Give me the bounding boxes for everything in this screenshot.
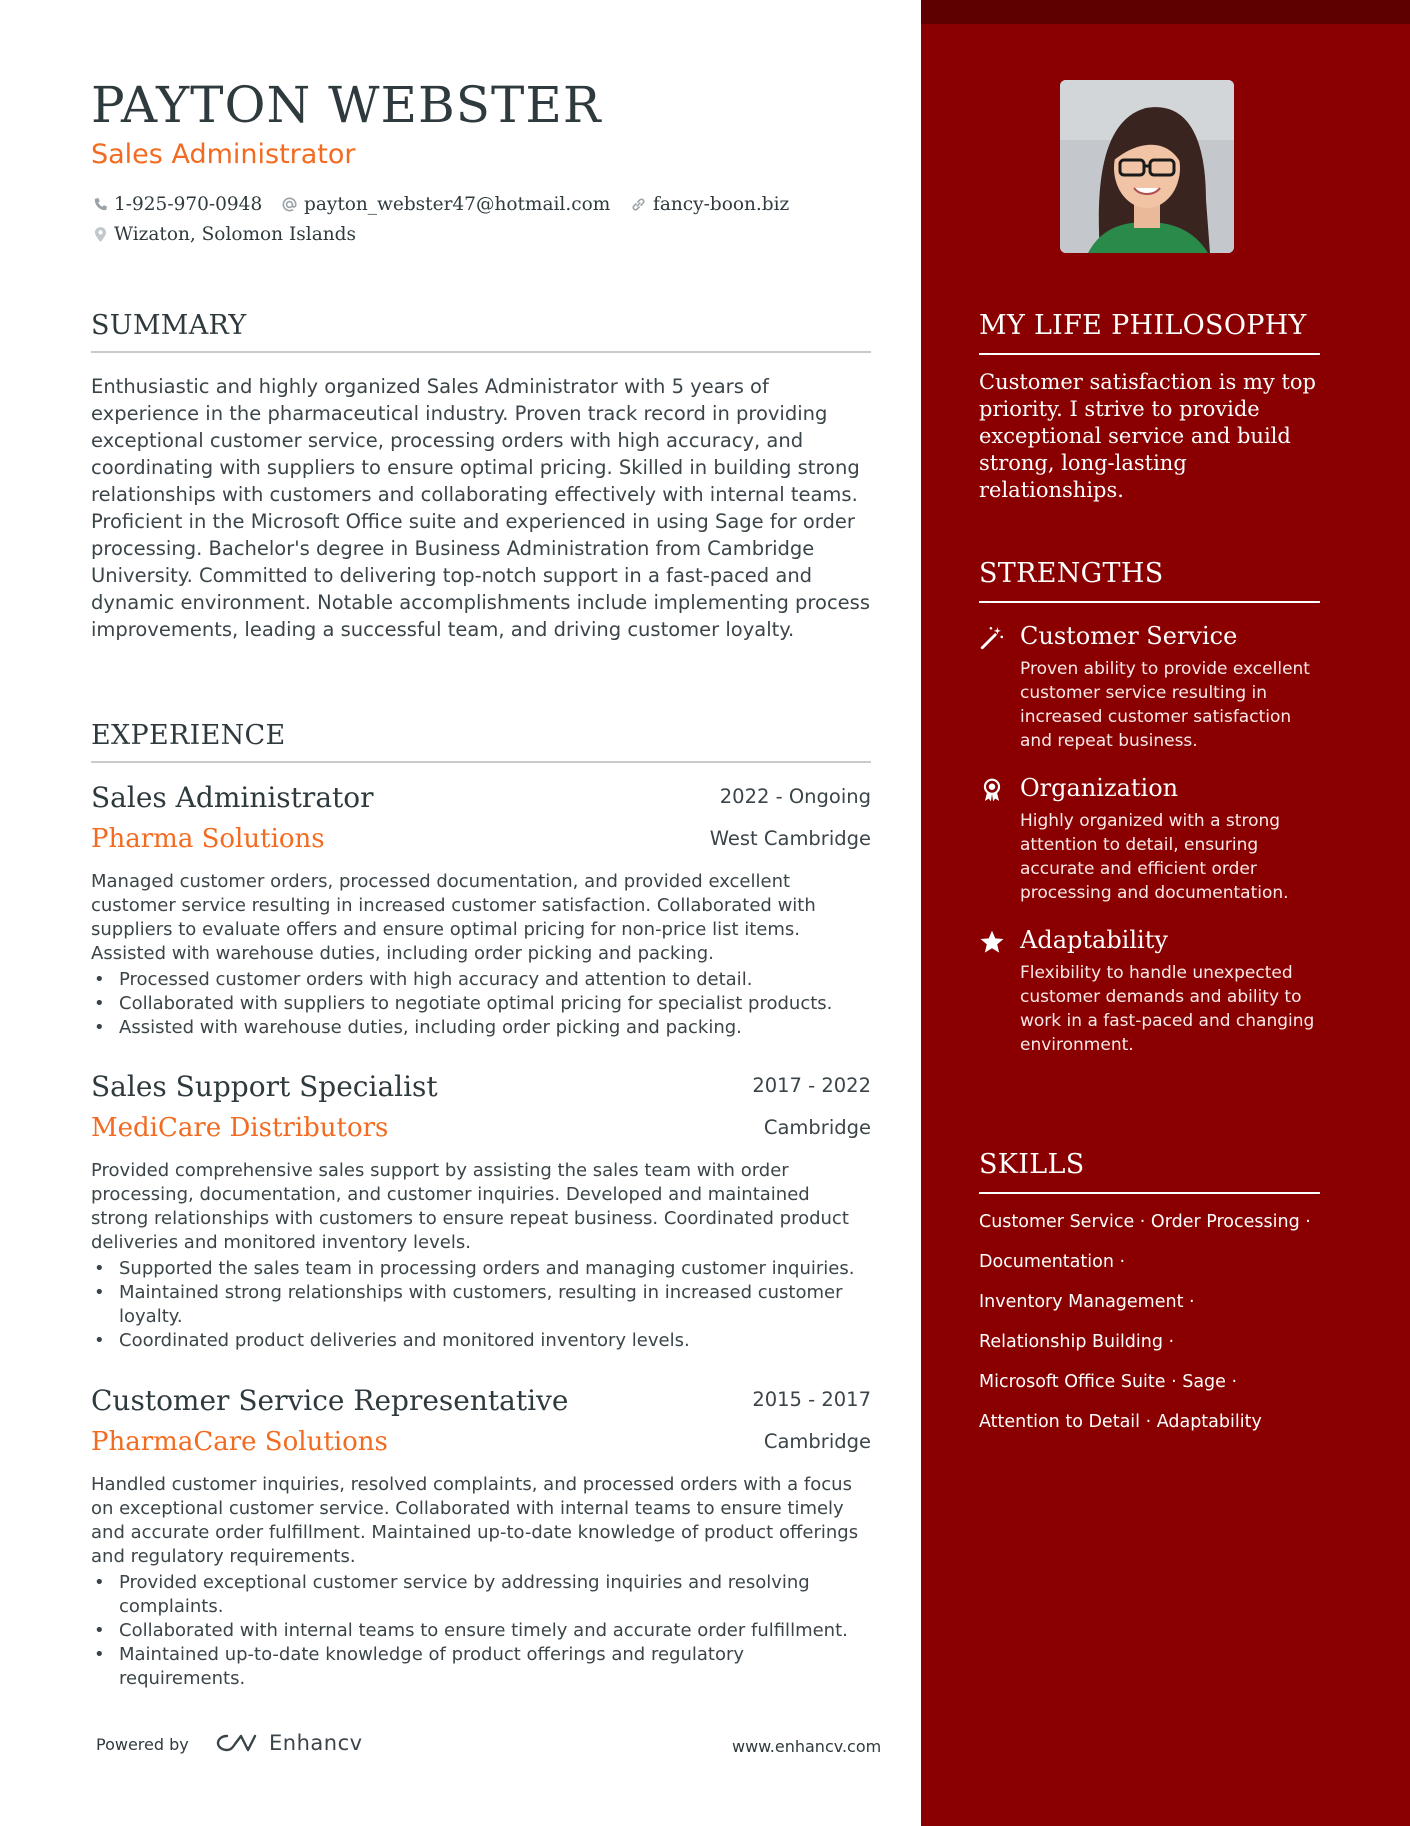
skills-section xyxy=(979,1149,1359,1434)
candidate-name: PAYTON WEBSTER xyxy=(91,76,602,134)
job-entry xyxy=(91,1384,871,1691)
strengths-section xyxy=(979,558,1320,1057)
job-location: Cambridge xyxy=(763,1430,871,1453)
job-location: West Cambridge xyxy=(709,827,871,850)
strength-item xyxy=(979,621,1320,753)
strength-title: Adaptability xyxy=(1020,926,1168,954)
contact-phone xyxy=(93,194,262,215)
job-description: Provided comprehensive sales support by assisting the sales team with order processing, documentation, and customer inquiries. Developed and maintained strong relationships with customers to ensure repeat business. Coordinated product deliveries and monitored inventory levels. xyxy=(91,1160,849,1253)
website-text: fancy-boon.biz xyxy=(653,194,790,215)
experience-heading: EXPERIENCE xyxy=(91,720,871,763)
sidebar-top-band xyxy=(921,0,1410,24)
skills-heading: SKILLS xyxy=(979,1149,1320,1194)
location-text: Wizaton, Solomon Islands xyxy=(114,224,356,245)
job-bullets xyxy=(91,1257,871,1353)
job-role: Sales Administrator xyxy=(91,781,374,814)
star-icon xyxy=(979,929,1005,955)
strength-description: Highly organized with a strong attention to detail, ensuring accurate and efficient order processing and documentation. xyxy=(1020,811,1289,903)
job-bullet: • Coordinated product deliveries and monitored inventory levels. xyxy=(91,1329,871,1353)
strength-item xyxy=(979,773,1320,905)
philosophy-section xyxy=(979,310,1320,504)
skill-line: Attention to Detail · Adaptability xyxy=(979,1412,1262,1432)
email-text: payton_webster47@hotmail.com xyxy=(304,194,611,215)
contact-website[interactable] xyxy=(630,194,789,215)
profile-photo xyxy=(1060,80,1234,253)
enhancv-logo[interactable] xyxy=(215,1731,363,1755)
summary-heading: SUMMARY xyxy=(91,310,871,353)
skill-line: Inventory Management · xyxy=(979,1292,1195,1312)
candidate-title: Sales Administrator xyxy=(91,139,356,170)
skill-line: Microsoft Office Suite · Sage · xyxy=(979,1372,1238,1392)
job-bullet: • Assisted with warehouse duties, including order picking and packing. xyxy=(91,1016,871,1040)
job-company: PharmaCare Solutions xyxy=(91,1427,388,1457)
job-role: Customer Service Representative xyxy=(91,1384,569,1417)
award-ribbon-icon xyxy=(979,777,1005,803)
contact-email[interactable] xyxy=(281,194,610,215)
magic-wand-icon xyxy=(979,625,1005,651)
footer-url[interactable]: www.enhancv.com xyxy=(732,1737,882,1756)
skill-line: Documentation · xyxy=(979,1252,1126,1272)
strength-title: Organization xyxy=(1020,774,1179,802)
job-description: Managed customer orders, processed documentation, and provided excellent customer service resulting in increased customer satisfaction. Collaborated with suppliers to evaluate offers and ensure optimal pricing for non-price list items. Assisted with warehouse duties, including order picking and packing. xyxy=(91,871,816,964)
job-role: Sales Support Specialist xyxy=(91,1070,438,1103)
job-entry xyxy=(91,781,871,1040)
job-bullets xyxy=(91,968,871,1040)
skill-line: Customer Service · Order Processing · xyxy=(979,1212,1311,1232)
job-bullet: • Supported the sales team in processing orders and managing customer inquiries. xyxy=(91,1257,871,1281)
job-bullet: • Maintained up-to-date knowledge of product offerings and regulatory requirements. xyxy=(91,1643,871,1691)
job-bullets xyxy=(91,1571,871,1691)
strength-description: Flexibility to handle unexpected customer demands and ability to work in a fast-paced and changing environment. xyxy=(1020,963,1315,1055)
strengths-heading: STRENGTHS xyxy=(979,558,1320,603)
job-company: Pharma Solutions xyxy=(91,824,325,854)
enhancv-mark-icon xyxy=(215,1732,261,1754)
philosophy-heading: MY LIFE PHILOSOPHY xyxy=(979,310,1320,355)
phone-icon xyxy=(93,197,108,212)
job-location: Cambridge xyxy=(763,1116,871,1139)
skill-line: Relationship Building · xyxy=(979,1332,1175,1352)
job-description: Handled customer inquiries, resolved complaints, and processed orders with a focus on exceptional customer service. Collaborated with internal teams to ensure timely and accurate order fulfillment. Maintained up-to-date knowledge of product offerings and regulatory requirements. xyxy=(91,1474,859,1567)
philosophy-text: Customer satisfaction is my top priority. I strive to provide exceptional service and build strong, long-lasting relationships. xyxy=(979,370,1316,502)
phone-text: 1-925-970-0948 xyxy=(114,194,263,215)
job-entry xyxy=(91,1070,871,1353)
at-icon xyxy=(281,196,298,213)
strength-item xyxy=(979,925,1320,1057)
job-dates: 2017 - 2022 xyxy=(752,1074,871,1097)
sidebar xyxy=(921,0,1410,1826)
strength-description: Proven ability to provide excellent customer service resulting in increased customer satisfaction and repeat business. xyxy=(1020,659,1310,751)
contact-location xyxy=(93,224,356,245)
job-dates: 2022 - Ongoing xyxy=(719,785,871,808)
link-icon xyxy=(630,196,647,213)
summary-text: Enthusiastic and highly organized Sales Administrator with 5 years of experience in the pharmaceutical industry. Proven track record in providing exceptional customer service, processing orders with high accuracy, and coordinating with suppliers to ensure optimal pricing. Skilled in building strong relationships with customers and collaborating effectively with internal teams. Proficient in the Microsoft Office suite and experienced in using Sage for order processing. Bachelor's degree in Business Administration from Cambridge University. Committed to delivering top-notch support in a fast-paced and dynamic environment. Notable accomplishments include implementing process improvements, leading a successful team, and driving customer loyalty. xyxy=(91,375,870,641)
job-bullet: • Collaborated with internal teams to ensure timely and accurate order fulfillment. xyxy=(91,1619,871,1643)
job-dates: 2015 - 2017 xyxy=(752,1388,871,1411)
powered-by-label: Powered by xyxy=(96,1735,189,1754)
job-company: MediCare Distributors xyxy=(91,1113,389,1143)
job-bullet: • Provided exceptional customer service by addressing inquiries and resolving complaints. xyxy=(91,1571,871,1619)
job-bullet: • Processed customer orders with high accuracy and attention to detail. xyxy=(91,968,871,992)
location-pin-icon xyxy=(93,226,108,243)
job-bullet: • Collaborated with suppliers to negotiate optimal pricing for specialist products. xyxy=(91,992,871,1016)
brand-name: Enhancv xyxy=(269,1731,363,1755)
job-bullet: • Maintained strong relationships with customers, resulting in increased customer loyalty. xyxy=(91,1281,871,1329)
strength-title: Customer Service xyxy=(1020,622,1238,650)
